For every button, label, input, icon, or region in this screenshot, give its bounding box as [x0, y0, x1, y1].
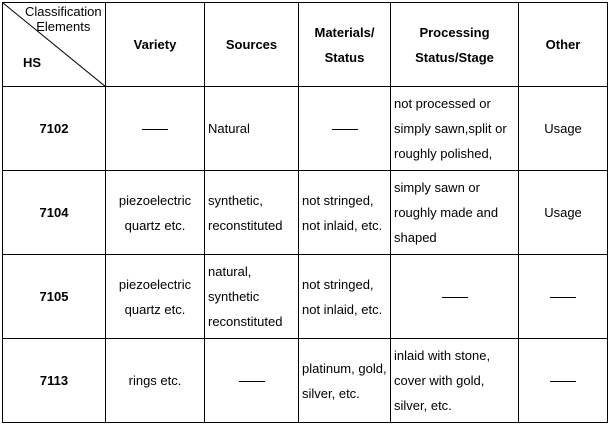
materials-cell [299, 171, 391, 255]
variety-cell [106, 255, 205, 339]
variety-cell [106, 171, 205, 255]
materials-cell [299, 255, 391, 339]
column-header-other: Other [519, 3, 608, 87]
processing-line: shaped [394, 230, 437, 245]
other-cell [519, 171, 608, 255]
materials-header-line-2: Status [324, 49, 365, 65]
processing-cell [391, 339, 519, 423]
diagonal-top-line-2: Elements [36, 19, 91, 34]
variety-line: piezoelectric [118, 192, 192, 208]
hs-code-cell: 7104 [3, 171, 106, 255]
table-row [3, 339, 608, 423]
materials-cell [299, 339, 391, 423]
processing-cell [391, 87, 519, 171]
sources-line: reconstituted [208, 217, 283, 233]
empty-dash [550, 381, 576, 382]
hs-code-cell: 7102 [3, 87, 106, 171]
sources-line: synthetic [208, 289, 260, 304]
processing-line: roughly made and [394, 205, 499, 220]
materials-line: not stringed, [302, 192, 374, 208]
sources-line: Natural [208, 121, 250, 136]
processing-header-line-2: Status/Stage [415, 49, 494, 65]
materials-line: not stringed, [302, 276, 374, 292]
empty-dash [550, 297, 576, 298]
processing-line: inlaid with stone, [394, 348, 491, 363]
empty-dash [442, 297, 468, 298]
processing-cell [391, 171, 519, 255]
variety-cell [106, 339, 205, 423]
variety-line: quartz etc. [124, 217, 186, 233]
diagonal-top-line-1: Classification [25, 4, 102, 19]
empty-dash [239, 381, 265, 382]
sources-cell [205, 255, 299, 339]
diagonal-header-top [25, 4, 102, 34]
sources-line: natural, [208, 264, 252, 279]
processing-line: simply sawn,split or [394, 121, 507, 136]
table-row [3, 171, 608, 255]
processing-line: roughly polished, [394, 146, 493, 161]
column-header-materials [299, 3, 391, 87]
processing-line: silver, etc. [394, 398, 452, 413]
column-header-variety: Variety [106, 3, 205, 87]
variety-line: quartz etc. [124, 301, 186, 317]
column-header-sources: Sources [205, 3, 299, 87]
variety-line: piezoelectric [118, 276, 192, 292]
processing-header-line-1: Processing [419, 24, 490, 40]
classification-table [2, 2, 608, 423]
table-row [3, 255, 608, 339]
empty-dash [142, 129, 168, 130]
sources-cell [205, 339, 299, 423]
variety-cell [106, 87, 205, 171]
processing-cell [391, 255, 519, 339]
table-body [3, 87, 608, 423]
hs-code-cell: 7105 [3, 255, 106, 339]
empty-dash [332, 129, 358, 130]
hs-code-cell: 7113 [3, 339, 106, 423]
other-cell [519, 255, 608, 339]
other-line: Usage [544, 121, 582, 136]
processing-line: cover with gold, [394, 373, 485, 388]
materials-line: not inlaid, etc. [302, 301, 383, 317]
processing-line: simply sawn or [394, 180, 480, 195]
column-header-processing [391, 3, 519, 87]
sources-cell [205, 171, 299, 255]
diagonal-header-hs: HS [23, 55, 42, 70]
other-cell [519, 87, 608, 171]
variety-line: rings etc. [128, 373, 182, 388]
materials-line: not inlaid, etc. [302, 217, 383, 233]
other-cell [519, 339, 608, 423]
processing-line: not processed or [394, 96, 491, 111]
sources-line: reconstituted [208, 314, 283, 329]
materials-line: silver, etc. [302, 385, 360, 401]
other-line: Usage [544, 205, 582, 220]
sources-line: synthetic, [208, 192, 263, 208]
header-row [3, 3, 608, 87]
materials-cell [299, 87, 391, 171]
materials-header-line-1: Materials/ [314, 24, 375, 40]
sources-cell [205, 87, 299, 171]
materials-line: platinum, gold, [302, 360, 387, 376]
table-row [3, 87, 608, 171]
diagonal-header-cell [3, 3, 106, 87]
